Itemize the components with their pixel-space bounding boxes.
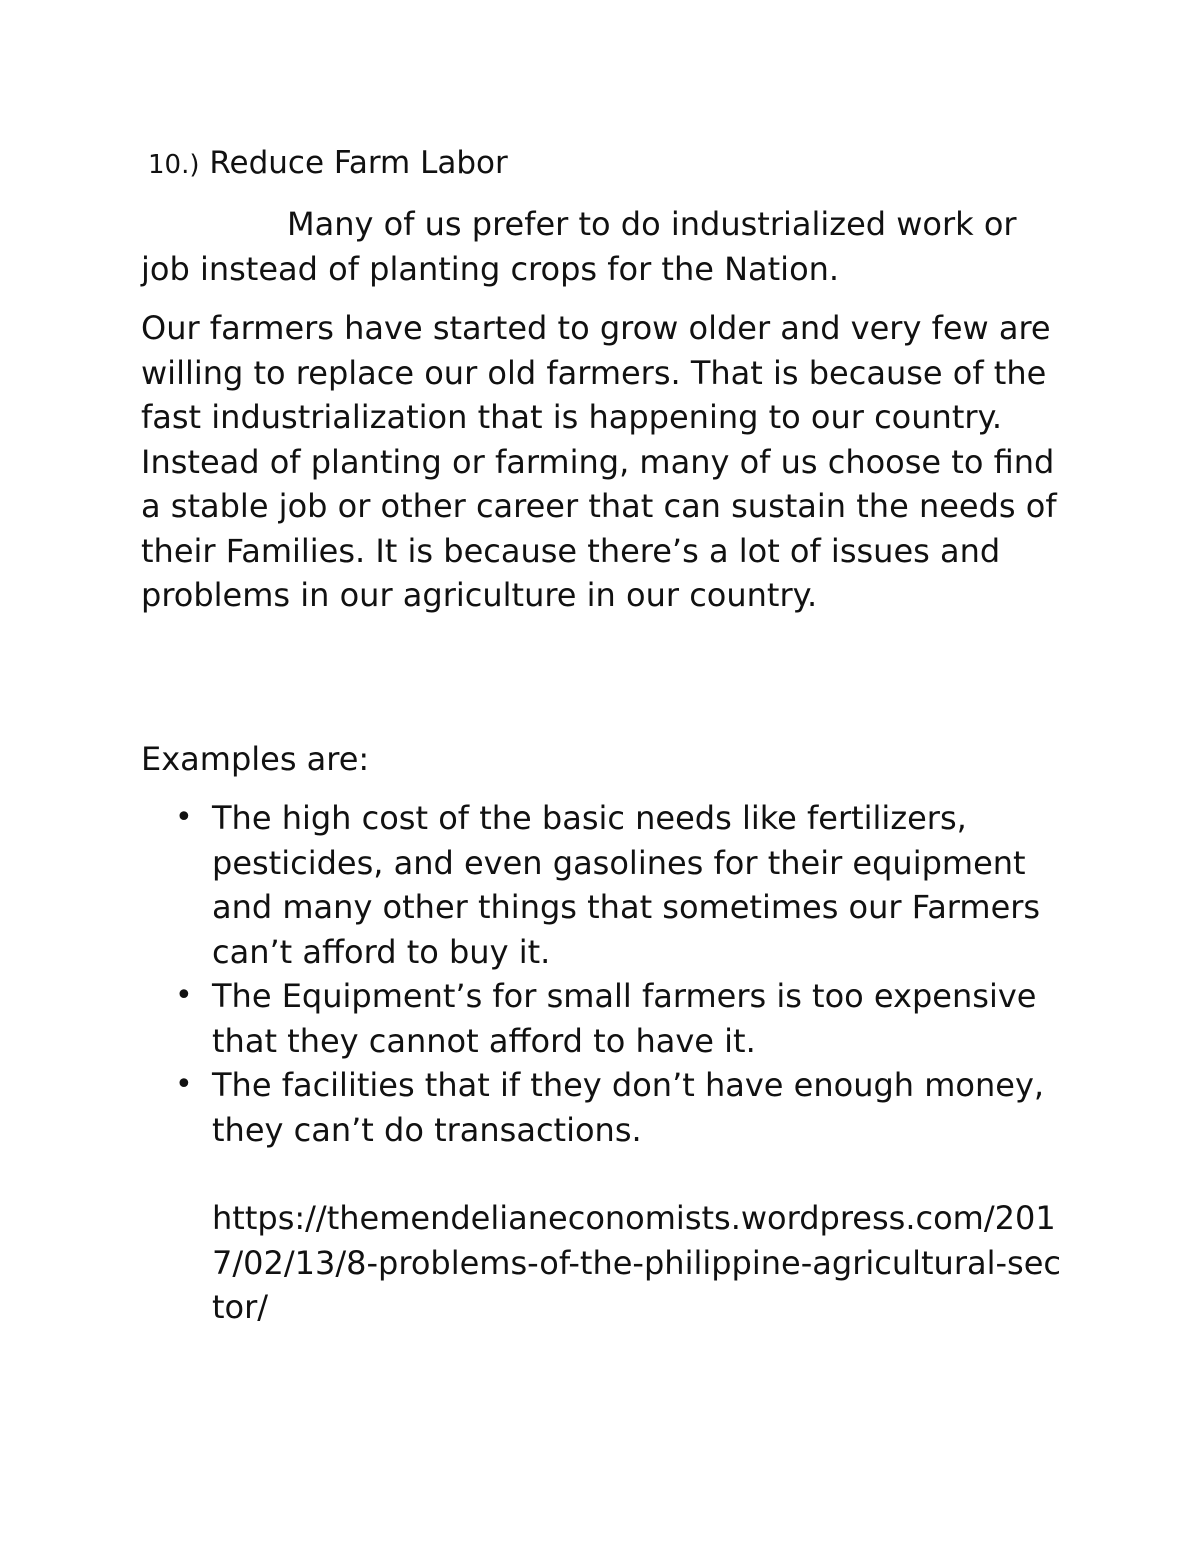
- list-item: [141, 796, 1071, 974]
- intro-paragraph: [141, 202, 1061, 291]
- section-title: Reduce Farm Labor: [209, 145, 508, 181]
- source-url: https://themendelianeconomists.wordpress.com/2017/02/13/8-problems-of-the-philippine-agricultural-sector/: [212, 1199, 1061, 1326]
- list-item-text: The Equipment’s for small farmers is too expensive that they cannot afford to have it.: [212, 977, 1037, 1060]
- intro-paragraph-text: Many of us prefer to do industrialized work or job instead of planting crops for the Nation.: [141, 205, 1017, 288]
- examples-label: Examples are:: [141, 740, 370, 778]
- examples-list: [141, 796, 1071, 1152]
- list-item-text: The high cost of the basic needs like fertilizers, pesticides, and even gasolines for their equipment and many other things that sometimes our Farmers can’t afford to buy it.: [212, 799, 1041, 971]
- list-item-text: The facilities that if they don’t have enough money, they can’t do transactions.: [212, 1066, 1045, 1149]
- bullet-icon: •: [175, 1067, 193, 1102]
- body-paragraph: Our farmers have started to grow older and very few are willing to replace our old farmers. That is because of the fast industrialization that is happening to our country. Instead of planting or farming, many of us choose to find a stable job or other career that can sustain the needs of their Families. It is because there’s a lot of issues and problems in our agriculture in our country.: [141, 309, 1057, 614]
- list-item: [141, 974, 1071, 1063]
- section-heading: [148, 143, 508, 185]
- section-number: 10.): [148, 150, 200, 180]
- bullet-icon: •: [175, 800, 193, 835]
- bullet-icon: •: [175, 978, 193, 1013]
- list-item: [141, 1063, 1071, 1152]
